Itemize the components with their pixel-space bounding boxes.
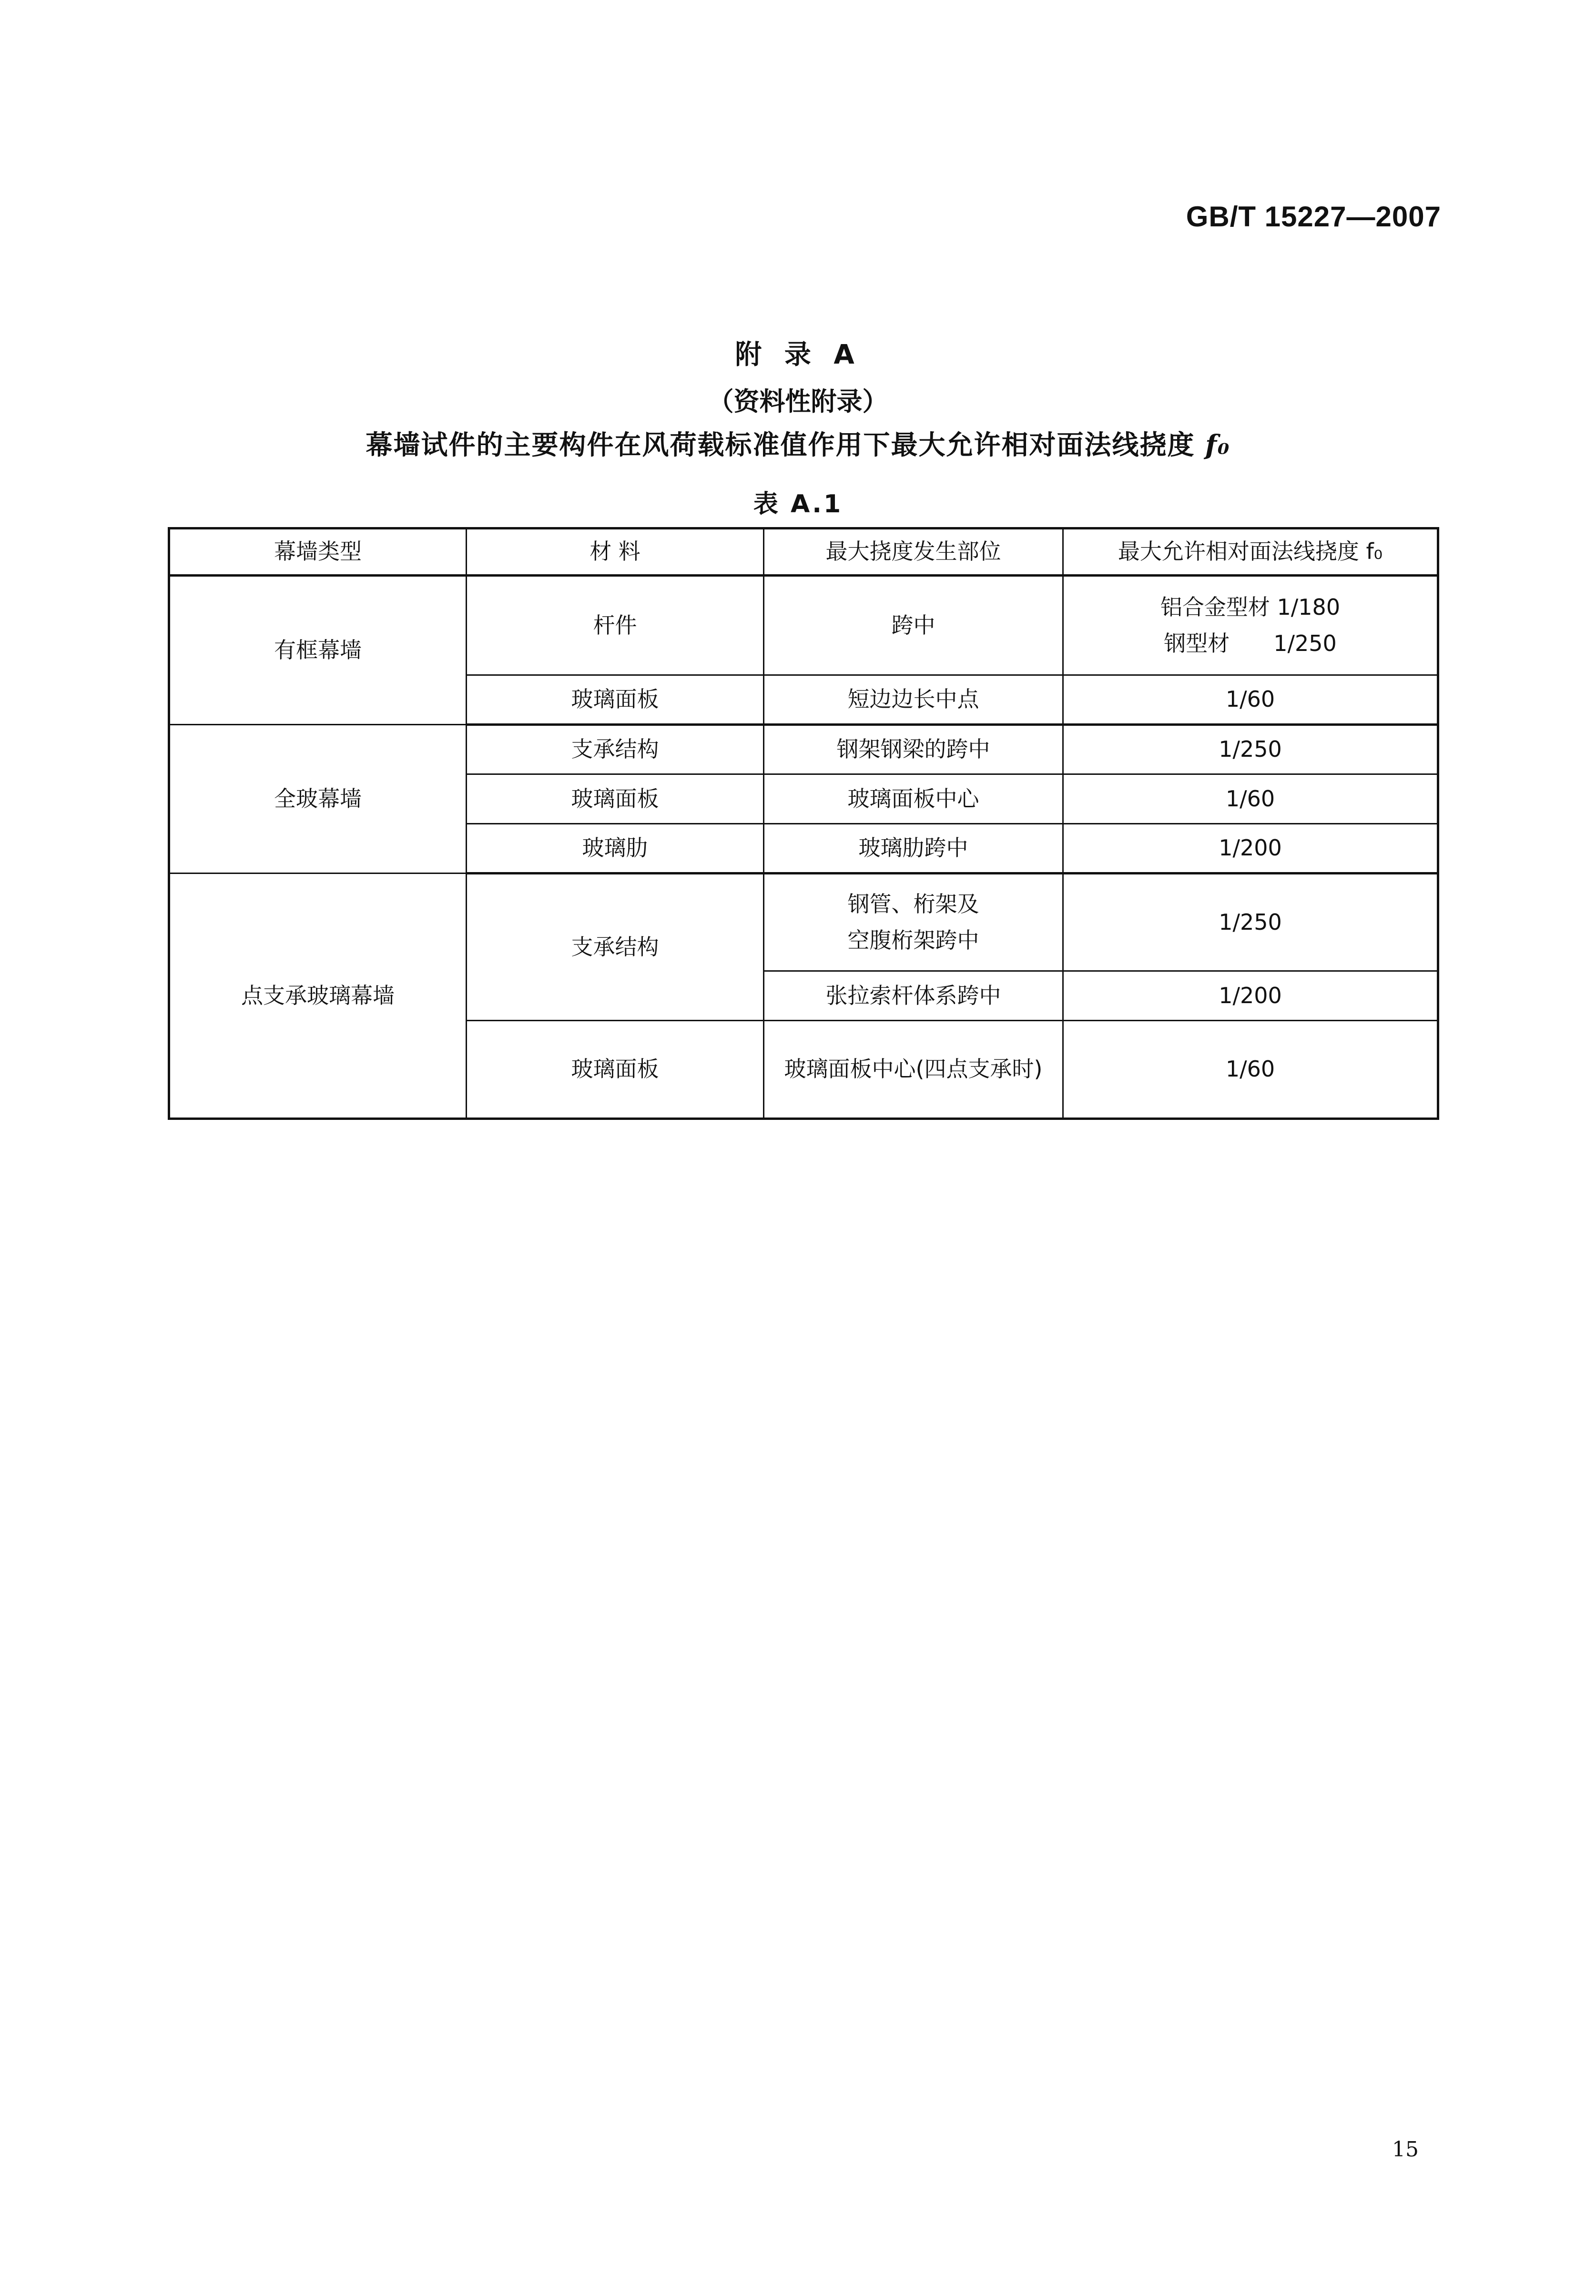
location-cell: 短边边长中点 bbox=[764, 675, 1063, 725]
location-cell: 玻璃面板中心(四点支承时) bbox=[764, 1021, 1063, 1119]
table-header-row bbox=[169, 528, 1438, 576]
header-cell-material: 材 料 bbox=[467, 528, 764, 576]
deflection-cell: 1/250 bbox=[1063, 874, 1438, 971]
page-number: 15 bbox=[1392, 2137, 1419, 2162]
location-cell: 张拉索杆体系跨中 bbox=[764, 971, 1063, 1021]
deflection-cell bbox=[1063, 576, 1438, 675]
header-cell-deflection: 最大允许相对面法线挠度 f₀ bbox=[1063, 528, 1438, 576]
appendix-type: （资料性附录） bbox=[708, 386, 888, 417]
table-row bbox=[169, 725, 1438, 774]
material-cell: 支承结构 bbox=[467, 874, 764, 1021]
location-line: 钢管、桁架及 bbox=[847, 891, 979, 917]
deflection-cell: 1/250 bbox=[1063, 725, 1438, 774]
deflection-value: 铝合金型材 1/180 bbox=[1160, 594, 1341, 620]
material-cell: 杆件 bbox=[467, 576, 764, 675]
deflection-symbol: f₀ bbox=[1205, 429, 1230, 461]
deflection-cell: 1/60 bbox=[1063, 774, 1438, 824]
appendix-title: 附 录 A bbox=[735, 339, 861, 370]
deflection-cell: 1/200 bbox=[1063, 824, 1438, 874]
standard-code: GB/T 15227—2007 bbox=[1186, 201, 1441, 233]
location-cell: 跨中 bbox=[764, 576, 1063, 675]
deflection-table bbox=[168, 527, 1439, 1120]
location-cell: 钢架钢梁的跨中 bbox=[764, 725, 1063, 774]
curtain-wall-type: 有框幕墙 bbox=[169, 576, 467, 725]
appendix-heading-text: 幕墙试件的主要构件在风荷载标准值作用下最大允许相对面法线挠度 bbox=[366, 430, 1195, 461]
location-cell bbox=[764, 874, 1063, 971]
deflection-cell: 1/60 bbox=[1063, 1021, 1438, 1119]
location-line: 空腹桁架跨中 bbox=[847, 927, 979, 953]
material-cell: 玻璃面板 bbox=[467, 774, 764, 824]
deflection-cell: 1/60 bbox=[1063, 675, 1438, 725]
material-cell: 支承结构 bbox=[467, 725, 764, 774]
table-row bbox=[169, 874, 1438, 971]
deflection-value: 钢型材 1/250 bbox=[1164, 630, 1337, 656]
appendix-heading bbox=[0, 424, 1596, 462]
deflection-cell: 1/200 bbox=[1063, 971, 1438, 1021]
material-cell: 玻璃面板 bbox=[467, 1021, 764, 1119]
location-cell: 玻璃肋跨中 bbox=[764, 824, 1063, 874]
curtain-wall-type: 全玻幕墙 bbox=[169, 725, 467, 874]
location-cell: 玻璃面板中心 bbox=[764, 774, 1063, 824]
header-cell-location: 最大挠度发生部位 bbox=[764, 528, 1063, 576]
material-cell: 玻璃肋 bbox=[467, 824, 764, 874]
table-caption: 表 A.1 bbox=[753, 490, 843, 518]
table-row bbox=[169, 576, 1438, 675]
material-cell: 玻璃面板 bbox=[467, 675, 764, 725]
curtain-wall-type: 点支承玻璃幕墙 bbox=[169, 874, 467, 1119]
header-cell-type: 幕墙类型 bbox=[169, 528, 467, 576]
